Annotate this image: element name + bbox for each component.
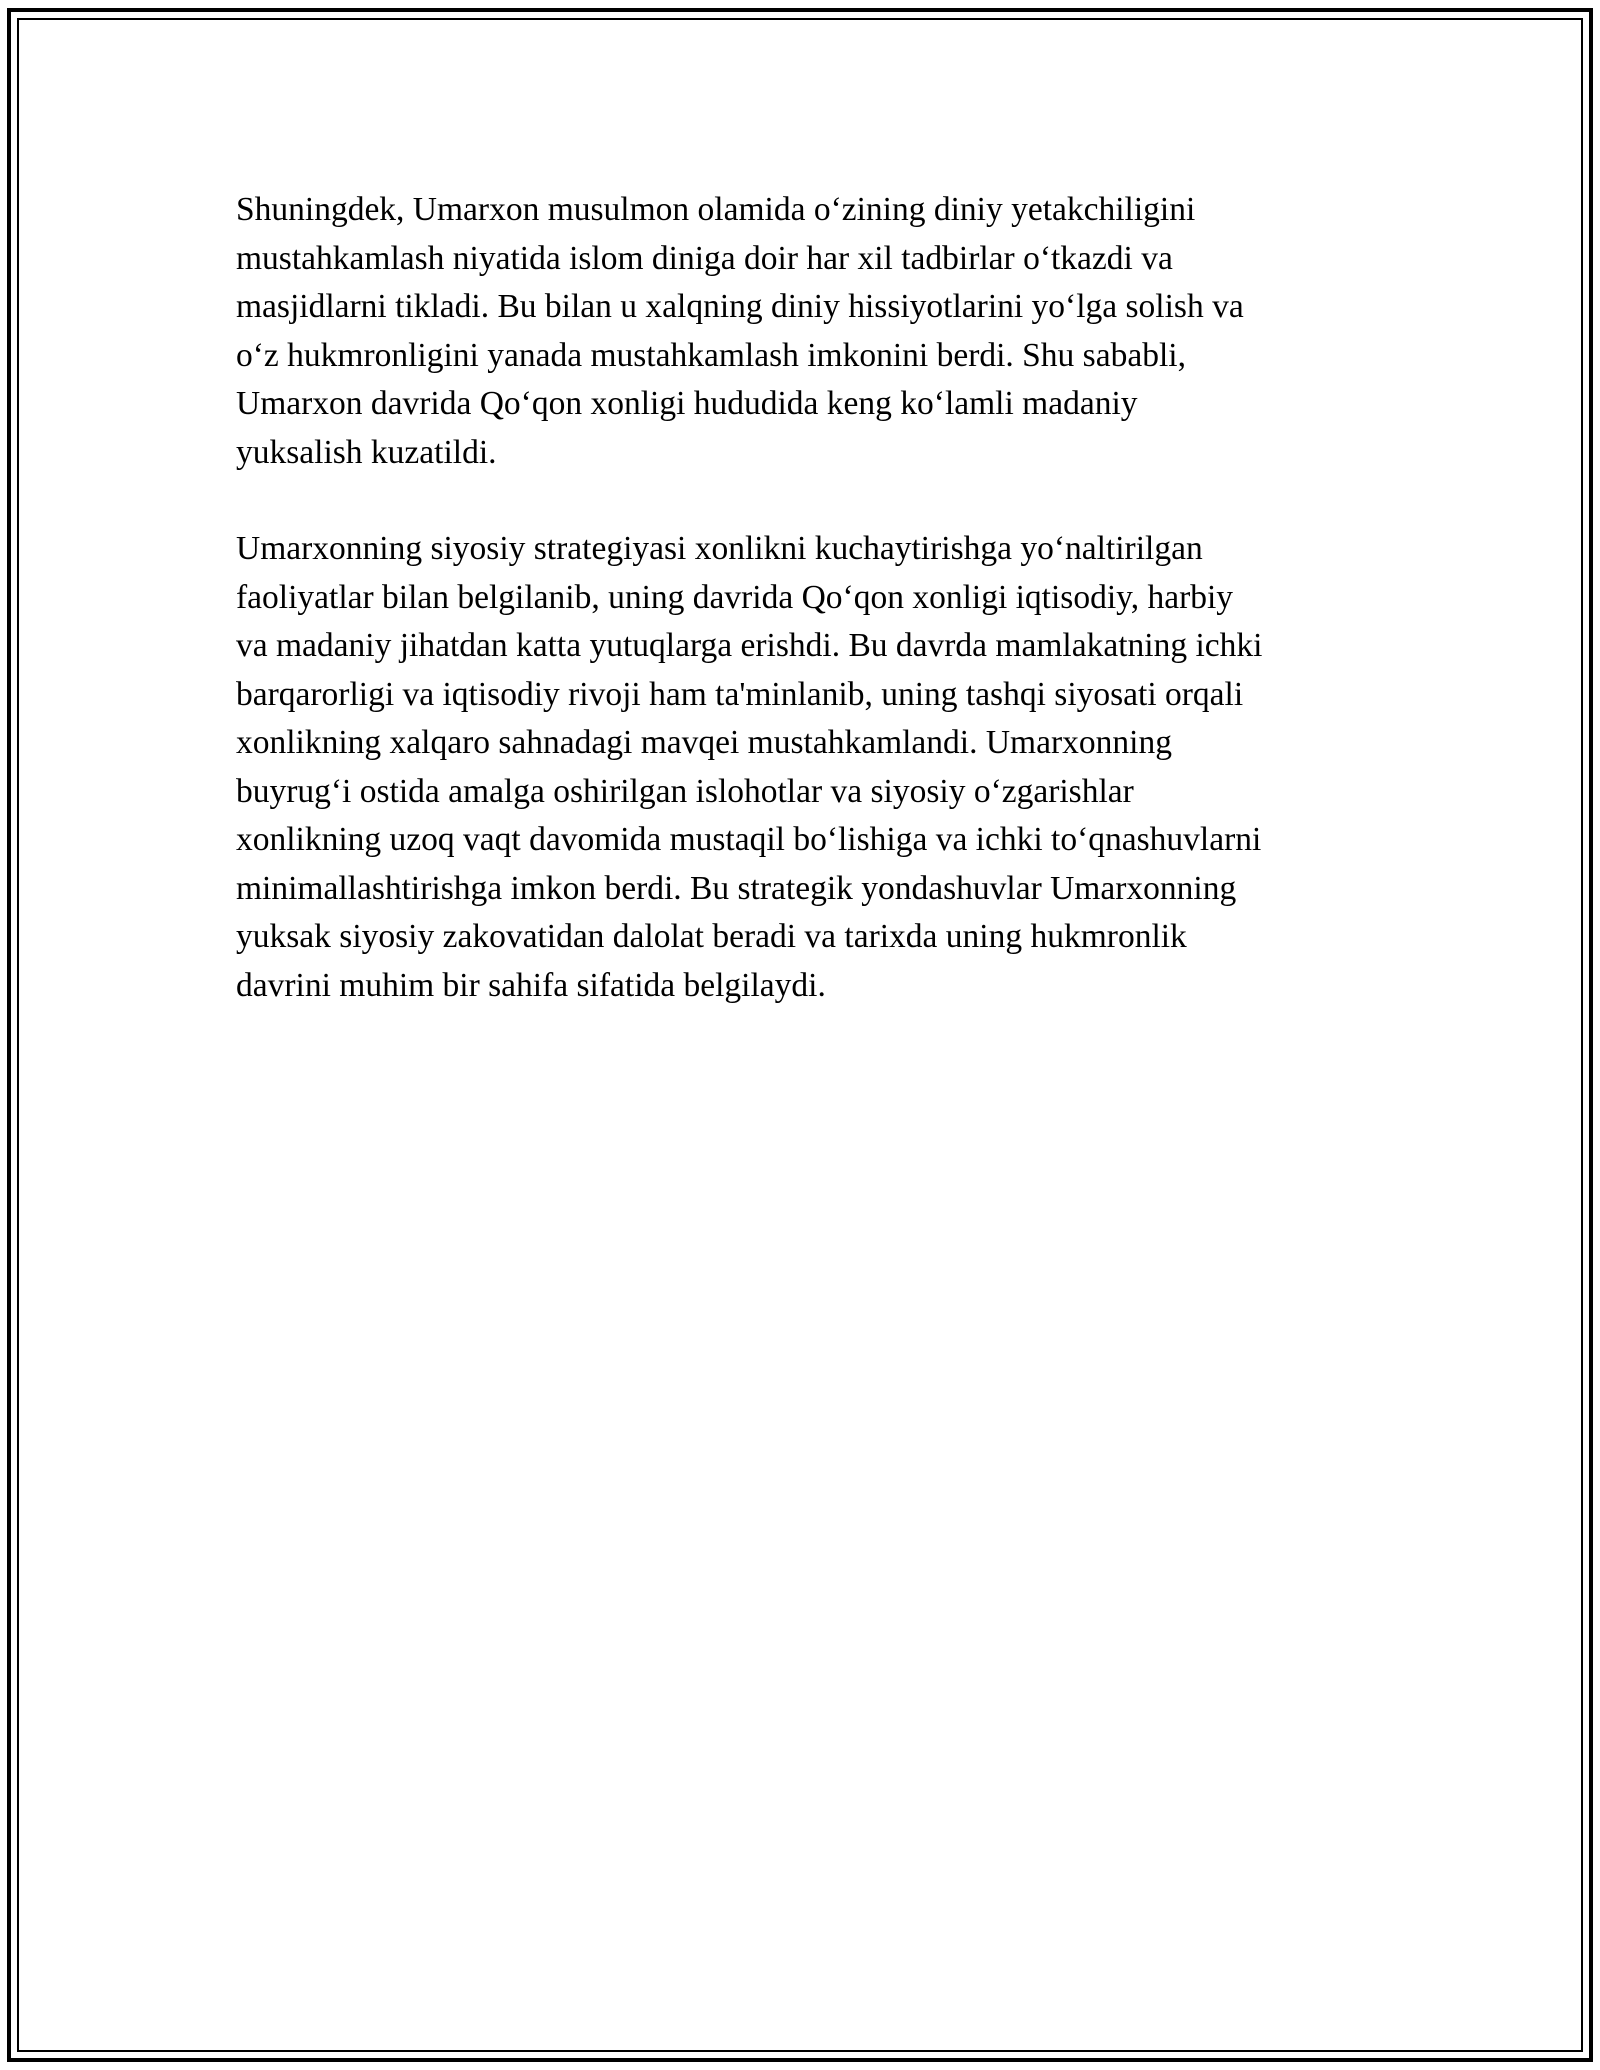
text-line: barqarorligi va iqtisodiy rivoji ham ta'minlanib, uning tashqi siyosati orqali xyxy=(236,675,1244,713)
text-line: xonlikning uzoq vaqt davomida mustaqil bo‘lishiga va ichki to‘qnashuvlarni xyxy=(236,821,1262,858)
paragraph-2 xyxy=(236,525,1366,1010)
text-line: yuksak siyosiy zakovatidan dalolat beradi va tarixda uning hukmronlik xyxy=(236,918,1187,955)
text-line: Umarxonning siyosiy strategiyasi xonlikni kuchaytirishga yo‘naltirilgan xyxy=(236,530,1203,567)
text-line: minimallashtirishga imkon berdi. Bu strategik yondashuvlar Umarxonning xyxy=(236,869,1237,907)
document-body xyxy=(236,186,1366,1010)
text-line: o‘z hukmronligini yanada mustahkamlash imkonini berdi. Shu sababli, xyxy=(236,336,1186,374)
text-line: xonlikning xalqaro sahnadagi mavqei mustahkamlandi. Umarxonning xyxy=(236,724,1172,761)
text-line: faoliyatlar bilan belgilanib, uning davrida Qo‘qon xonligi iqtisodiy, harbiy xyxy=(236,578,1234,616)
text-line: va madaniy jihatdan katta yutuqlarga erishdi. Bu davrda mamlakatning ichki xyxy=(236,627,1263,664)
text-line: masjidlarni tikladi. Bu bilan u xalqning diniy hissiyotlarini yo‘lga solish va xyxy=(236,288,1244,325)
text-line: Shuningdek, Umarxon musulmon olamida o‘zining diniy yetakchiligini xyxy=(236,191,1196,228)
text-line: davrini muhim bir sahifa sifatida belgilaydi. xyxy=(236,966,826,1004)
text-line: mustahkamlash niyatida islom diniga doir har xil tadbirlar o‘tkazdi va xyxy=(236,239,1173,277)
text-line: buyrug‘i ostida amalga oshirilgan islohotlar va siyosiy o‘zgarishlar xyxy=(236,772,1134,810)
text-line: yuksalish kuzatildi. xyxy=(236,433,497,471)
paragraph-1 xyxy=(236,186,1366,477)
text-line: Umarxon davrida Qo‘qon xonligi hududida keng ko‘lamli madaniy xyxy=(236,385,1138,422)
